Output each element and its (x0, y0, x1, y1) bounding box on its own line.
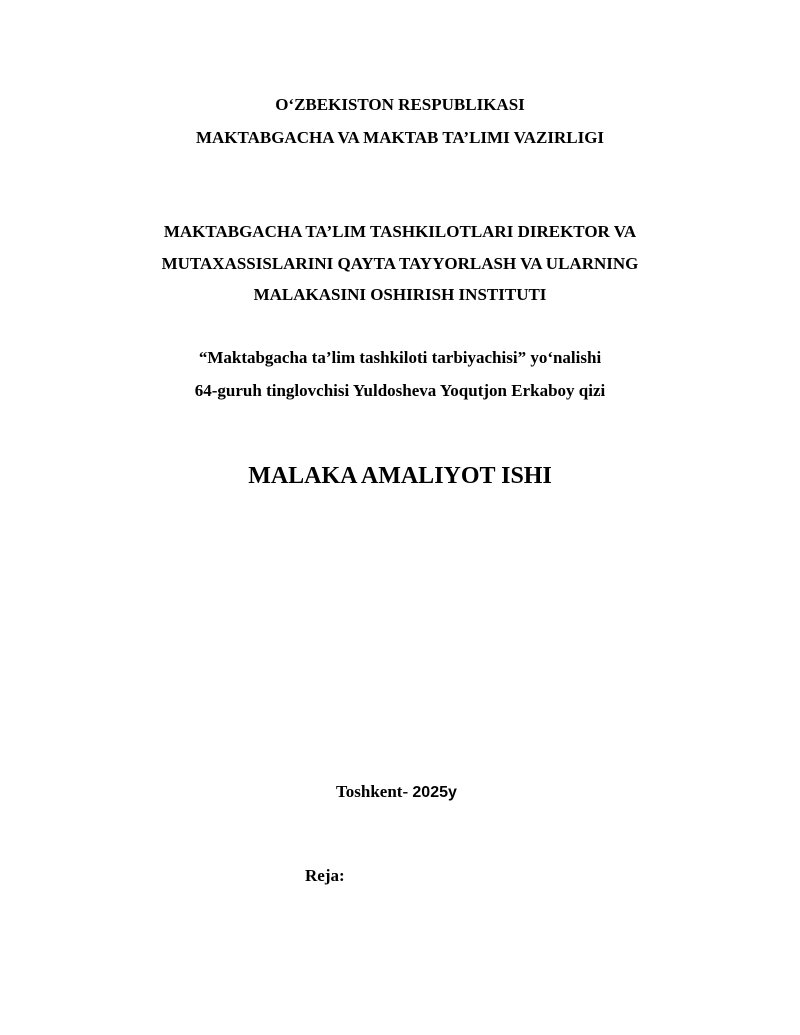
ministry-name-line: MAKTABGACHA VA MAKTAB TA’LIMI VAZIRLIGI (195, 128, 605, 147)
institute-name-line-2: MUTAXASSISLARINI QAYTA TAYYORLASH VA ULARNING (161, 254, 639, 273)
student-info-line: 64-guruh tinglovchisi Yuldosheva Yoqutjon Erkaboy qizi (194, 381, 606, 400)
year-label: 2025y (412, 784, 457, 801)
institute-name-line-3: MALAKASINI OSHIRISH INSTITUTI (253, 285, 547, 304)
document-title: MALAKA AMALIYOT ISHI (248, 463, 552, 489)
plan-heading: Reja: (305, 866, 345, 885)
ministry-country-line: O‘ZBEKISTON RESPUBLIKASI (275, 95, 525, 114)
city-label: Toshkent- (336, 782, 413, 801)
institute-name-line-1: MAKTABGACHA TA’LIM TASHKILOTLARI DIREKTOR VA (163, 222, 637, 241)
city-year-line (336, 782, 457, 803)
study-track-line: “Maktabgacha ta’lim tashkiloti tarbiyachisi” yo‘nalishi (198, 348, 602, 367)
